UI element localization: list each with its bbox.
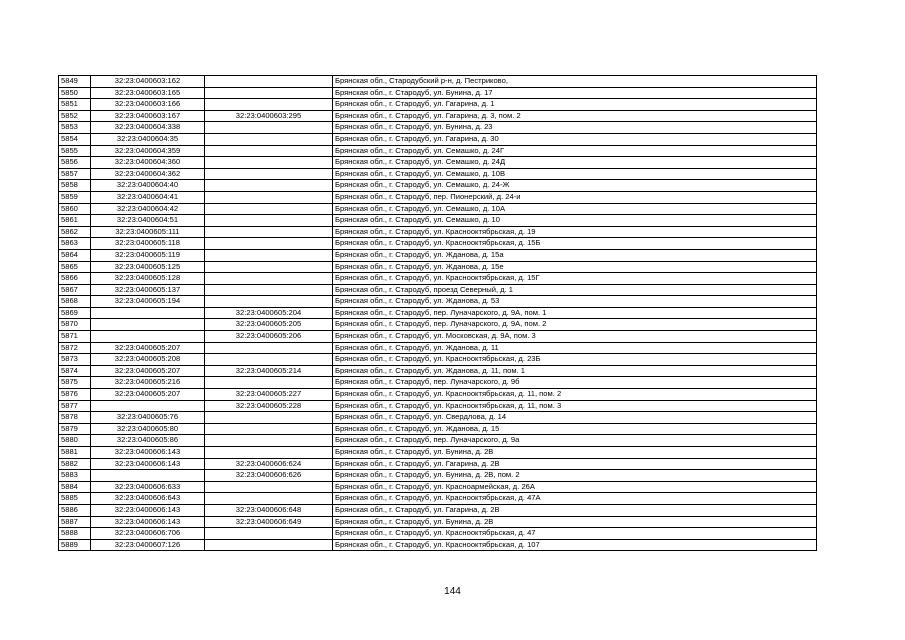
row-number-cell: 5877 — [59, 400, 91, 412]
row-number-cell: 5855 — [59, 145, 91, 157]
parent-cadastral-number-cell — [205, 284, 333, 296]
table-row — [59, 528, 817, 540]
row-number-cell: 5864 — [59, 249, 91, 261]
table-row — [59, 389, 817, 401]
address-cell: Брянская обл., г. Стародуб, ул. Краснооктябрьская, д. 47А — [333, 493, 817, 505]
parent-cadastral-number-cell — [205, 249, 333, 261]
table-row — [59, 296, 817, 308]
cadastral-number-cell — [91, 307, 205, 319]
parent-cadastral-number-cell — [205, 423, 333, 435]
table-row — [59, 145, 817, 157]
address-cell: Брянская обл., г. Стародуб, ул. Московская, д. 9А, пом. 3 — [333, 331, 817, 343]
address-cell: Брянская обл., г. Стародуб, пер. Пионерский, д. 24-и — [333, 191, 817, 203]
address-cell: Брянская обл., г. Стародуб, ул. Бунина, д. 2В — [333, 516, 817, 528]
cadastral-number-cell: 32:23:0400604:41 — [91, 191, 205, 203]
parent-cadastral-number-cell: 32:23:0400605:205 — [205, 319, 333, 331]
table-row — [59, 76, 817, 88]
cadastral-number-cell: 32:23:0400605:118 — [91, 238, 205, 250]
table-row — [59, 249, 817, 261]
parent-cadastral-number-cell — [205, 99, 333, 111]
table-row — [59, 365, 817, 377]
cadastral-number-cell: 32:23:0400605:76 — [91, 412, 205, 424]
cadastral-number-cell: 32:23:0400604:35 — [91, 133, 205, 145]
table-row — [59, 493, 817, 505]
table-row — [59, 87, 817, 99]
table-row — [59, 133, 817, 145]
cadastral-number-cell: 32:23:0400604:51 — [91, 215, 205, 227]
table-row — [59, 400, 817, 412]
property-register-table — [58, 75, 817, 551]
table-row — [59, 354, 817, 366]
table-row — [59, 458, 817, 470]
parent-cadastral-number-cell — [205, 342, 333, 354]
address-cell: Брянская обл., г. Стародуб, ул. Жданова, д. 15е — [333, 261, 817, 273]
table-row — [59, 261, 817, 273]
row-number-cell: 5887 — [59, 516, 91, 528]
cadastral-number-cell: 32:23:0400606:143 — [91, 516, 205, 528]
parent-cadastral-number-cell: 32:23:0400603:295 — [205, 110, 333, 122]
parent-cadastral-number-cell — [205, 273, 333, 285]
address-cell: Брянская обл., г. Стародуб, ул. Семашко, д. 10 — [333, 215, 817, 227]
cadastral-number-cell: 32:23:0400603:162 — [91, 76, 205, 88]
parent-cadastral-number-cell — [205, 133, 333, 145]
parent-cadastral-number-cell — [205, 180, 333, 192]
cadastral-number-cell: 32:23:0400605:207 — [91, 389, 205, 401]
parent-cadastral-number-cell — [205, 412, 333, 424]
address-cell: Брянская обл., г. Стародуб, пер. Луначарского, д. 9а — [333, 435, 817, 447]
cadastral-number-cell — [91, 470, 205, 482]
table-row — [59, 342, 817, 354]
row-number-cell: 5868 — [59, 296, 91, 308]
cadastral-number-cell: 32:23:0400605:207 — [91, 365, 205, 377]
table-row — [59, 110, 817, 122]
cadastral-number-cell: 32:23:0400604:362 — [91, 168, 205, 180]
table-row — [59, 284, 817, 296]
cadastral-number-cell: 32:23:0400606:643 — [91, 493, 205, 505]
table-row — [59, 238, 817, 250]
parent-cadastral-number-cell — [205, 481, 333, 493]
table-row — [59, 516, 817, 528]
address-cell: Брянская обл., г. Стародуб, ул. Свердлова, д. 14 — [333, 412, 817, 424]
parent-cadastral-number-cell — [205, 296, 333, 308]
cadastral-number-cell: 32:23:0400605:80 — [91, 423, 205, 435]
table-row — [59, 157, 817, 169]
table-row — [59, 226, 817, 238]
row-number-cell: 5871 — [59, 331, 91, 343]
row-number-cell: 5879 — [59, 423, 91, 435]
parent-cadastral-number-cell — [205, 122, 333, 134]
address-cell: Брянская обл., г. Стародуб, ул. Краснооктябрьская, д. 107 — [333, 539, 817, 551]
address-cell: Брянская обл., г. Стародуб, ул. Жданова, д. 11 — [333, 342, 817, 354]
table-row — [59, 307, 817, 319]
cadastral-number-cell: 32:23:0400604:360 — [91, 157, 205, 169]
cadastral-number-cell: 32:23:0400604:42 — [91, 203, 205, 215]
parent-cadastral-number-cell — [205, 76, 333, 88]
parent-cadastral-number-cell: 32:23:0400605:227 — [205, 389, 333, 401]
table-row — [59, 273, 817, 285]
cadastral-number-cell: 32:23:0400605:137 — [91, 284, 205, 296]
row-number-cell: 5875 — [59, 377, 91, 389]
cadastral-number-cell: 32:23:0400605:86 — [91, 435, 205, 447]
row-number-cell: 5861 — [59, 215, 91, 227]
row-number-cell: 5889 — [59, 539, 91, 551]
table-row — [59, 539, 817, 551]
row-number-cell: 5850 — [59, 87, 91, 99]
parent-cadastral-number-cell — [205, 191, 333, 203]
row-number-cell: 5888 — [59, 528, 91, 540]
cadastral-number-cell: 32:23:0400605:194 — [91, 296, 205, 308]
row-number-cell: 5857 — [59, 168, 91, 180]
row-number-cell: 5867 — [59, 284, 91, 296]
table-row — [59, 504, 817, 516]
row-number-cell: 5876 — [59, 389, 91, 401]
parent-cadastral-number-cell — [205, 203, 333, 215]
row-number-cell: 5882 — [59, 458, 91, 470]
parent-cadastral-number-cell: 32:23:0400605:204 — [205, 307, 333, 319]
parent-cadastral-number-cell: 32:23:0400605:228 — [205, 400, 333, 412]
table-row — [59, 99, 817, 111]
parent-cadastral-number-cell — [205, 354, 333, 366]
table-row — [59, 377, 817, 389]
address-cell: Брянская обл., г. Стародуб, ул. Гагарина, д. 2В — [333, 504, 817, 516]
cadastral-number-cell: 32:23:0400605:119 — [91, 249, 205, 261]
address-cell: Брянская обл., г. Стародуб, ул. Краснооктябрьская, д. 19 — [333, 226, 817, 238]
parent-cadastral-number-cell: 32:23:0400606:624 — [205, 458, 333, 470]
row-number-cell: 5886 — [59, 504, 91, 516]
cadastral-number-cell: 32:23:0400604:338 — [91, 122, 205, 134]
address-cell: Брянская обл., г. Стародуб, ул. Жданова, д. 11, пом. 1 — [333, 365, 817, 377]
cadastral-number-cell: 32:23:0400606:143 — [91, 504, 205, 516]
row-number-cell: 5858 — [59, 180, 91, 192]
table-row — [59, 412, 817, 424]
parent-cadastral-number-cell: 32:23:0400606:648 — [205, 504, 333, 516]
address-cell: Брянская обл., г. Стародуб, ул. Гагарина, д. 1 — [333, 99, 817, 111]
parent-cadastral-number-cell: 32:23:0400606:626 — [205, 470, 333, 482]
row-number-cell: 5854 — [59, 133, 91, 145]
address-cell: Брянская обл., г. Стародуб, ул. Жданова, д. 53 — [333, 296, 817, 308]
address-cell: Брянская обл., г. Стародуб, проезд Северный, д. 1 — [333, 284, 817, 296]
address-cell: Брянская обл., г. Стародуб, ул. Бунина, д. 23 — [333, 122, 817, 134]
row-number-cell: 5872 — [59, 342, 91, 354]
cadastral-number-cell: 32:23:0400604:40 — [91, 180, 205, 192]
row-number-cell: 5866 — [59, 273, 91, 285]
table-row — [59, 447, 817, 459]
cadastral-number-cell: 32:23:0400605:216 — [91, 377, 205, 389]
address-cell: Брянская обл., г. Стародуб, ул. Жданова, д. 15а — [333, 249, 817, 261]
address-cell: Брянская обл., г. Стародуб, ул. Гагарина, д. 30 — [333, 133, 817, 145]
parent-cadastral-number-cell — [205, 447, 333, 459]
row-number-cell: 5862 — [59, 226, 91, 238]
address-cell: Брянская обл., г. Стародуб, ул. Семашко, д. 24Г — [333, 145, 817, 157]
table-row — [59, 122, 817, 134]
row-number-cell: 5853 — [59, 122, 91, 134]
address-cell: Брянская обл., г. Стародуб, ул. Бунина, д. 2В — [333, 447, 817, 459]
address-cell: Брянская обл., г. Стародуб, ул. Семашко, д. 24-Ж — [333, 180, 817, 192]
parent-cadastral-number-cell — [205, 238, 333, 250]
row-number-cell: 5856 — [59, 157, 91, 169]
cadastral-number-cell: 32:23:0400603:165 — [91, 87, 205, 99]
table-row — [59, 435, 817, 447]
cadastral-number-cell — [91, 319, 205, 331]
parent-cadastral-number-cell — [205, 377, 333, 389]
row-number-cell: 5873 — [59, 354, 91, 366]
address-cell: Брянская обл., г. Стародуб, пер. Луначарского, д. 9б — [333, 377, 817, 389]
parent-cadastral-number-cell: 32:23:0400605:214 — [205, 365, 333, 377]
row-number-cell: 5885 — [59, 493, 91, 505]
table-row — [59, 191, 817, 203]
cadastral-number-cell: 32:23:0400605:208 — [91, 354, 205, 366]
parent-cadastral-number-cell — [205, 539, 333, 551]
cadastral-number-cell: 32:23:0400606:143 — [91, 447, 205, 459]
parent-cadastral-number-cell — [205, 168, 333, 180]
address-cell: Брянская обл., г. Стародуб, ул. Краснооктябрьская, д. 15Б — [333, 238, 817, 250]
address-cell: Брянская обл., г. Стародуб, ул. Краснооктябрьская, д. 47 — [333, 528, 817, 540]
address-cell: Брянская обл., г. Стародуб, ул. Краснооктябрьская, д. 15Г — [333, 273, 817, 285]
address-cell: Брянская обл., г. Стародуб, ул. Краснооктябрьская, д. 11, пом. 2 — [333, 389, 817, 401]
parent-cadastral-number-cell — [205, 261, 333, 273]
row-number-cell: 5880 — [59, 435, 91, 447]
table-row — [59, 331, 817, 343]
cadastral-number-cell: 32:23:0400603:167 — [91, 110, 205, 122]
row-number-cell: 5851 — [59, 99, 91, 111]
parent-cadastral-number-cell — [205, 87, 333, 99]
cadastral-number-cell: 32:23:0400603:166 — [91, 99, 205, 111]
row-number-cell: 5883 — [59, 470, 91, 482]
table-row — [59, 168, 817, 180]
row-number-cell: 5881 — [59, 447, 91, 459]
parent-cadastral-number-cell — [205, 157, 333, 169]
cadastral-number-cell: 32:23:0400604:359 — [91, 145, 205, 157]
parent-cadastral-number-cell: 32:23:0400605:206 — [205, 331, 333, 343]
parent-cadastral-number-cell — [205, 215, 333, 227]
cadastral-number-cell: 32:23:0400605:125 — [91, 261, 205, 273]
table-row — [59, 319, 817, 331]
cadastral-number-cell: 32:23:0400605:207 — [91, 342, 205, 354]
row-number-cell: 5884 — [59, 481, 91, 493]
address-cell: Брянская обл., г. Стародуб, ул. Бунина, д. 2В, пом. 2 — [333, 470, 817, 482]
address-cell: Брянская обл., г. Стародуб, ул. Красноармейская, д. 26А — [333, 481, 817, 493]
table-row — [59, 203, 817, 215]
parent-cadastral-number-cell — [205, 493, 333, 505]
cadastral-number-cell: 32:23:0400605:111 — [91, 226, 205, 238]
table-row — [59, 423, 817, 435]
table-row — [59, 215, 817, 227]
row-number-cell: 5874 — [59, 365, 91, 377]
parent-cadastral-number-cell — [205, 145, 333, 157]
address-cell: Брянская обл., г. Стародуб, ул. Семашко, д. 10А — [333, 203, 817, 215]
cadastral-number-cell: 32:23:0400605:128 — [91, 273, 205, 285]
address-cell: Брянская обл., г. Стародуб, ул. Бунина, д. 17 — [333, 87, 817, 99]
row-number-cell: 5859 — [59, 191, 91, 203]
address-cell: Брянская обл., г. Стародуб, ул. Краснооктябрьская, д. 11, пом. 3 — [333, 400, 817, 412]
address-cell: Брянская обл., г. Стародуб, ул. Семашко, д. 10В — [333, 168, 817, 180]
address-cell: Брянская обл., Стародубский р-н, д. Пестриково, — [333, 76, 817, 88]
parent-cadastral-number-cell: 32:23:0400606:649 — [205, 516, 333, 528]
row-number-cell: 5860 — [59, 203, 91, 215]
address-cell: Брянская обл., г. Стародуб, ул. Краснооктябрьская, д. 23Б — [333, 354, 817, 366]
parent-cadastral-number-cell — [205, 226, 333, 238]
cadastral-number-cell: 32:23:0400606:143 — [91, 458, 205, 470]
table-row — [59, 481, 817, 493]
address-cell: Брянская обл., г. Стародуб, ул. Гагарина, д. 3, пом. 2 — [333, 110, 817, 122]
row-number-cell: 5852 — [59, 110, 91, 122]
address-cell: Брянская обл., г. Стародуб, ул. Гагарина, д. 2В — [333, 458, 817, 470]
row-number-cell: 5849 — [59, 76, 91, 88]
page-number: 144 — [444, 586, 461, 597]
table-row — [59, 470, 817, 482]
row-number-cell: 5870 — [59, 319, 91, 331]
cadastral-number-cell: 32:23:0400607:126 — [91, 539, 205, 551]
address-cell: Брянская обл., г. Стародуб, пер. Луначарского, д. 9А, пом. 2 — [333, 319, 817, 331]
cadastral-number-cell: 32:23:0400606:706 — [91, 528, 205, 540]
table-row — [59, 180, 817, 192]
row-number-cell: 5863 — [59, 238, 91, 250]
table-body — [59, 76, 817, 551]
parent-cadastral-number-cell — [205, 528, 333, 540]
cadastral-number-cell — [91, 331, 205, 343]
parent-cadastral-number-cell — [205, 435, 333, 447]
address-cell: Брянская обл., г. Стародуб, ул. Семашко, д. 24Д — [333, 157, 817, 169]
row-number-cell: 5878 — [59, 412, 91, 424]
cadastral-number-cell: 32:23:0400606:633 — [91, 481, 205, 493]
address-cell: Брянская обл., г. Стародуб, пер. Луначарского, д. 9А, пом. 1 — [333, 307, 817, 319]
address-cell: Брянская обл., г. Стародуб, ул. Жданова, д. 15 — [333, 423, 817, 435]
cadastral-number-cell — [91, 400, 205, 412]
row-number-cell: 5865 — [59, 261, 91, 273]
row-number-cell: 5869 — [59, 307, 91, 319]
